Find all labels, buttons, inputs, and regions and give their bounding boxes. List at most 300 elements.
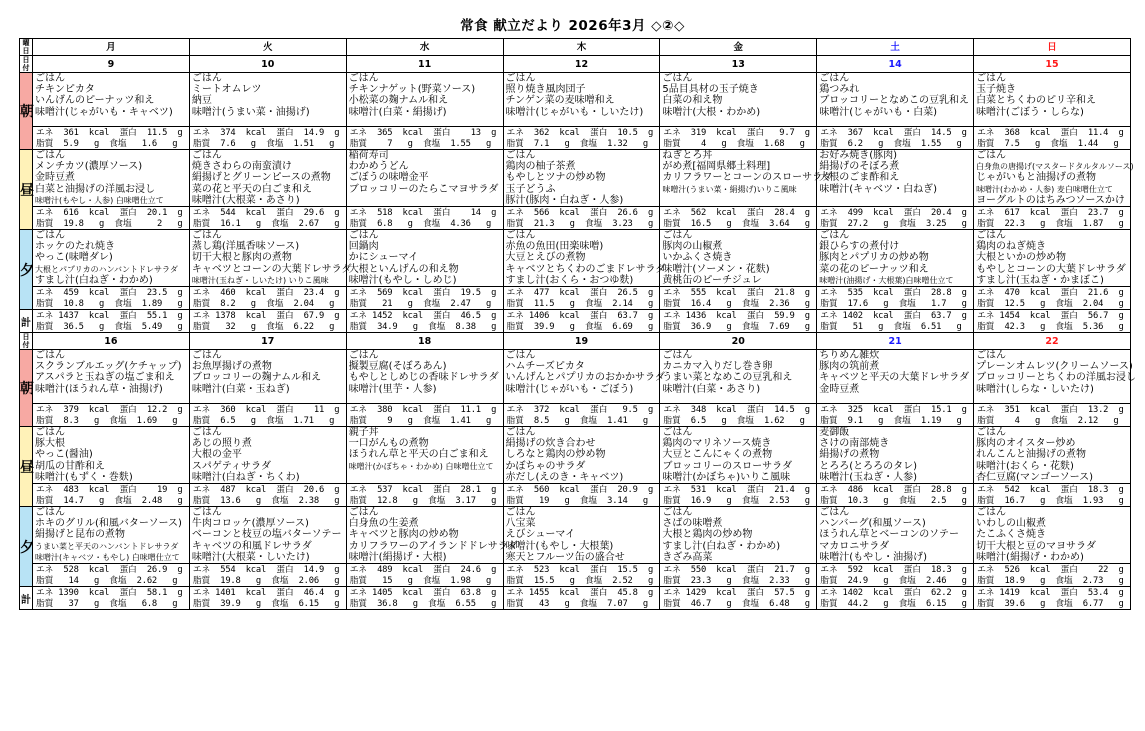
nutrition-fat-salt: 脂質 4 g 食塩 2.12 g <box>977 415 1119 426</box>
menu-cell <box>817 150 974 207</box>
menu-cell <box>817 507 974 564</box>
total-energy-protein: エネ 1405 kcal 蛋白 63.8 g <box>349 588 497 599</box>
menu-cell <box>33 230 190 287</box>
menu-item: 味噌汁(もやし・油揚げ) <box>819 551 928 563</box>
total-cell <box>974 587 1131 610</box>
menu-item: 稲荷寿司 <box>348 150 389 161</box>
menu-item: ごはん <box>348 507 379 519</box>
total-energy-protein: エネ 1378 kcal 蛋白 67.9 g <box>192 311 340 322</box>
menu-item: 鶏肉のマリネソース焼き <box>662 438 772 450</box>
menu-item: 味噌汁(大根・わかめ) <box>662 106 761 118</box>
menu-item: マカロニサラダ <box>819 540 890 552</box>
menu-item: ごはん <box>505 350 536 362</box>
total-fat-salt: 脂質 42.3 g 食塩 5.36 g <box>977 321 1124 332</box>
meal-label: 夕 <box>20 507 33 587</box>
date-cell: 13 <box>660 56 817 73</box>
menu-item: 味噌汁(かぼちゃ・わかめ) 白味噌仕立て <box>348 461 494 471</box>
menu-row <box>20 427 1131 484</box>
total-cell <box>33 587 190 610</box>
page-title: 常食 献立だより 2026年3月 ◇②◇ <box>460 18 685 34</box>
total-cell <box>189 310 346 333</box>
menu-item: 回鍋肉 <box>348 241 379 253</box>
menu-item: 味噌汁(うまい菜・油揚げ) <box>191 106 310 118</box>
nutrition-cell <box>817 127 974 150</box>
nutrition-fat-salt: 脂質 19 g 食塩 3.14 g <box>506 495 648 506</box>
total-energy-protein: エネ 1436 kcal 蛋白 59.9 g <box>663 311 810 322</box>
menu-item: 味噌汁(わかめ・人参) 麦白味噌仕立て <box>976 184 1113 194</box>
nutrition-fat-salt: 脂質 10.3 g 食塩 2.5 g <box>820 495 967 506</box>
nutrition-cell <box>817 404 974 427</box>
meal-label: 朝 <box>20 73 33 150</box>
nutrition-energy-protein: エネ 616 kcal 蛋白 20.1 g <box>36 208 183 219</box>
menu-cell <box>660 350 817 404</box>
menu-item: 寒天とフルーツ缶の盛合せ <box>505 551 625 563</box>
menu-cell <box>974 350 1136 404</box>
menu-item: メンチカツ(濃厚ソース) <box>35 161 143 173</box>
menu-item: ミートオムレツ <box>191 84 262 96</box>
total-cell <box>974 310 1131 333</box>
menu-item: ホッケのたれ焼き <box>35 241 115 253</box>
menu-item: 大豆とこんにゃくの煮物 <box>662 449 773 461</box>
menu-cell <box>503 150 660 207</box>
menu-item: 大根のごま酢和え <box>819 172 900 184</box>
nutrition-fat-salt: 脂質 4 g 食塩 1.68 g <box>663 138 805 149</box>
menu-cell <box>33 350 190 404</box>
menu-cell <box>503 427 660 484</box>
nutrition-cell <box>189 207 346 230</box>
total-fat-salt: 脂質 46.7 g 食塩 6.48 g <box>663 598 810 609</box>
total-energy-protein: エネ 1402 kcal 蛋白 63.7 g <box>820 311 967 322</box>
nutrition-fat-salt: 脂質 23.3 g 食塩 2.33 g <box>663 575 810 586</box>
menu-item: 味噌汁(白菜・玉ねぎ) <box>191 383 290 395</box>
menu-item: 味噌汁(もやし・しめじ) <box>348 274 457 286</box>
menu-item: 白身魚の唐揚げ(マスタードタルタルソース) <box>976 162 1134 172</box>
menu-item: ごはん <box>191 350 222 362</box>
menu-item: 照り焼き風肉団子 <box>505 84 586 96</box>
menu-cell <box>817 73 974 127</box>
nutrition-cell <box>503 127 660 150</box>
nutrition-energy-protein: エネ 555 kcal 蛋白 21.8 g <box>663 288 810 299</box>
menu-cell <box>974 507 1131 564</box>
nutrition-fat-salt: 脂質 6.5 g 食塩 1.71 g <box>192 415 335 426</box>
total-row <box>20 587 1131 610</box>
weekday-label: 曜日 <box>20 39 33 56</box>
weekday-header: 金 <box>660 39 817 56</box>
nutrition-energy-protein: エネ 569 kcal 蛋白 19.5 g <box>349 288 497 299</box>
nutrition-cell <box>503 564 660 587</box>
nutrition-energy-protein: エネ 374 kcal 蛋白 14.9 g <box>192 128 340 138</box>
menu-item: 白菜と油揚げの洋風お浸し <box>35 183 155 195</box>
nutrition-cell <box>974 484 1131 507</box>
menu-item: カリフラワーとコーンのスローサラダ <box>662 172 833 184</box>
nutrition-cell <box>974 287 1131 310</box>
menu-item: ほうれん草と平天の白ごま和え <box>348 449 489 461</box>
menu-cell <box>33 507 190 564</box>
menu-cell <box>817 230 974 287</box>
menu-item: ごはん <box>191 73 222 84</box>
menu-item: 味噌汁(キャベツ・白ねぎ) <box>819 183 938 195</box>
nutrition-cell <box>974 207 1131 230</box>
menu-cell <box>189 150 346 207</box>
nutrition-cell <box>189 127 346 150</box>
total-fat-salt: 脂質 34.9 g 食塩 8.38 g <box>349 321 497 332</box>
date-row <box>20 56 1131 73</box>
nutrition-energy-protein: エネ 526 kcal 蛋白 22 g <box>977 565 1124 576</box>
menu-item: すまし汁(玉ねぎ・かまぼこ) <box>976 274 1104 286</box>
menu-item: えびシューマイ <box>505 529 576 541</box>
menu-item: さばの味噌煮 <box>662 518 723 530</box>
menu-item: ごはん <box>662 230 693 242</box>
nutrition-fat-salt: 脂質 7 g 食塩 1.55 g <box>349 138 492 149</box>
menu-item: ごはん <box>35 427 65 439</box>
menu-item: 豚汁(豚肉・白ねぎ・人参) <box>505 194 624 206</box>
menu-item: 銀ひらすの煮付け <box>819 241 900 253</box>
menu-cell <box>817 350 974 404</box>
date-cell: 9 <box>33 56 190 73</box>
menu-item: 赤魚の魚田(田楽味噌) <box>505 241 604 253</box>
menu-item: 味噌汁(絹揚げ・わかめ) <box>976 551 1084 563</box>
nutrition-energy-protein: エネ 477 kcal 蛋白 26.5 g <box>506 288 654 299</box>
date-label: 日付 <box>20 56 33 73</box>
menu-item: 味噌汁(絹揚げ・大根) <box>348 551 447 563</box>
menu-item: 小松菜の麹ナムル和え <box>348 95 449 107</box>
menu-item: 味噌汁(玉ねぎ・人参) <box>819 471 918 483</box>
menu-item: ごはん <box>819 73 850 84</box>
nutrition-energy-protein: エネ 542 kcal 蛋白 18.3 g <box>977 485 1124 496</box>
nutrition-fat-salt: 脂質 16.9 g 食塩 2.53 g <box>663 495 810 506</box>
nutrition-cell <box>33 564 190 587</box>
nutrition-fat-salt: 脂質 14.7 g 食塩 2.48 g <box>36 495 183 506</box>
date-cell: 12 <box>503 56 660 73</box>
menu-item: 味噌汁(もずく・巻麩) <box>35 471 133 483</box>
menu-item: もやしとしめじの香味ドレサラダ <box>348 372 499 384</box>
menu-item: ごはん <box>505 150 536 161</box>
menu-row <box>20 350 1131 404</box>
nutrition-fat-salt: 脂質 22.3 g 食塩 1.87 g <box>977 218 1124 229</box>
menu-item: 牛肉コロッケ(濃厚ソース) <box>191 518 309 530</box>
menu-item: かにシューマイ <box>348 252 419 264</box>
nutrition-cell <box>817 207 974 230</box>
menu-item: 味噌汁(もやし・大根葉) <box>505 540 614 552</box>
nutrition-fat-salt: 脂質 14 g 食塩 2.62 g <box>36 575 178 586</box>
total-energy-protein: エネ 1390 kcal 蛋白 58.1 g <box>36 588 183 599</box>
total-cell <box>346 587 503 610</box>
date-cell: 16 <box>33 333 190 350</box>
menu-item: 大豆とえびの煮物 <box>505 252 586 264</box>
menu-item: 菜の花と平天の白ごま和え <box>191 183 312 195</box>
nutrition-cell <box>33 484 190 507</box>
nutrition-fat-salt: 脂質 15.5 g 食塩 2.52 g <box>506 575 654 586</box>
menu-item: ごはん <box>976 150 1007 161</box>
nutrition-fat-salt: 脂質 15 g 食塩 1.98 g <box>349 575 492 586</box>
menu-item: 絹揚げのそぼろ煮 <box>819 161 900 173</box>
total-cell <box>817 587 974 610</box>
menu-cell <box>660 507 817 564</box>
menu-cell <box>503 507 660 564</box>
nutrition-row <box>20 207 1131 230</box>
total-fat-salt: 脂質 37 g 食塩 6.8 g <box>36 598 178 609</box>
total-fat-salt: 脂質 39.6 g 食塩 6.77 g <box>977 598 1124 609</box>
nutrition-fat-salt: 脂質 17.6 g 食塩 1.7 g <box>820 298 967 309</box>
date-cell: 21 <box>817 333 974 350</box>
menu-item: わかめうどん <box>348 161 409 173</box>
total-cell <box>33 310 190 333</box>
nutrition-fat-salt: 脂質 13.6 g 食塩 2.38 g <box>192 495 340 506</box>
menu-item: 味噌汁(じゃがいも・キャベツ) <box>35 106 173 118</box>
menu-item: 杏仁豆腐(マンゴーソース) <box>976 471 1093 483</box>
menu-cell <box>974 150 1134 207</box>
menu-cell <box>33 427 190 484</box>
total-fat-salt: 脂質 36.5 g 食塩 5.49 g <box>36 321 183 332</box>
menu-item: 麦御飯 <box>819 427 850 439</box>
menu-item: キャベツとコーンの大葉ドレサラダ <box>191 263 352 275</box>
menu-item: ごはん <box>662 350 693 362</box>
nutrition-energy-protein: エネ 537 kcal 蛋白 28.1 g <box>349 485 497 496</box>
date-label: 日付 <box>20 333 33 350</box>
menu-item: ブロッコリーとなめこの豆乳和え <box>819 95 970 107</box>
meal-label: 朝 <box>20 350 33 427</box>
menu-item: キャベツの和風ドレサラダ <box>191 540 312 552</box>
menu-item: チンゲン菜の麦味噌和え <box>505 95 615 107</box>
menu-item: 絹揚げとグリーンピースの煮物 <box>191 172 331 184</box>
menu-cell <box>346 230 503 287</box>
menu-item: 味噌汁(大根菜・しいたけ) <box>191 551 310 563</box>
nutrition-energy-protein: エネ 531 kcal 蛋白 21.4 g <box>663 485 810 496</box>
nutrition-energy-protein: エネ 528 kcal 蛋白 26.9 g <box>36 565 183 576</box>
menu-item: 鶏つみれ <box>819 84 860 96</box>
menu-item: やっこ(味噌ダレ) <box>35 252 113 264</box>
nutrition-fat-salt: 脂質 11.5 g 食塩 2.14 g <box>506 298 654 309</box>
menu-item: 金時豆煮 <box>819 383 860 395</box>
menu-item: 味噌汁(白ねぎ・ちくわ) <box>191 471 300 483</box>
menu-item: 黄桃缶のピーチジュレ <box>662 274 762 286</box>
nutrition-cell <box>974 127 1131 150</box>
menu-item: ハンバーグ(和風ソース) <box>819 518 926 530</box>
menu-item: ごはん <box>976 73 1007 84</box>
nutrition-energy-protein: エネ 523 kcal 蛋白 15.5 g <box>506 565 654 576</box>
menu-item: キャベツとちくわのごまドレサラダ <box>505 263 666 275</box>
menu-cell <box>346 427 503 484</box>
menu-item: すまし汁(おくら・おつゆ麩) <box>505 274 634 286</box>
menu-item: 八宝菜 <box>505 518 536 530</box>
total-energy-protein: エネ 1429 kcal 蛋白 57.5 g <box>663 588 810 599</box>
date-cell: 10 <box>189 56 346 73</box>
menu-item: いかふくさ焼き <box>662 252 733 264</box>
nutrition-cell <box>974 564 1131 587</box>
menu-row <box>20 73 1131 127</box>
nutrition-energy-protein: エネ 460 kcal 蛋白 23.4 g <box>192 288 340 299</box>
menu-cell <box>503 350 665 404</box>
menu-item: やっこ(醤油) <box>35 449 93 461</box>
menu-item: 切干大根と豚肉の煮物 <box>191 252 292 264</box>
total-cell <box>346 310 503 333</box>
menu-row <box>20 230 1131 287</box>
menu-item: ごはん <box>191 150 222 161</box>
menu-item: 味噌汁(白菜・絹揚げ) <box>348 106 447 118</box>
menu-cell <box>189 230 352 287</box>
menu-item: ごはん <box>662 507 693 519</box>
menu-row <box>20 150 1131 207</box>
menu-item: ごはん <box>662 427 693 439</box>
nutrition-fat-salt: 脂質 8.3 g 食塩 1.69 g <box>36 415 178 426</box>
nutrition-cell <box>346 564 503 587</box>
menu-item: 味噌汁(じゃがいも・白菜) <box>819 106 938 118</box>
nutrition-cell <box>660 404 817 427</box>
menu-cell <box>660 73 817 127</box>
total-cell <box>817 310 974 333</box>
nutrition-energy-protein: エネ 483 kcal 蛋白 19 g <box>36 485 183 496</box>
menu-cell <box>189 350 346 404</box>
nutrition-energy-protein: エネ 368 kcal 蛋白 11.4 g <box>977 128 1124 138</box>
menu-item: ごはん <box>348 73 379 84</box>
menu-item: うまい菜と平天のハンバントドレサラダ <box>35 541 179 551</box>
menu-item: アスパラと玉ねぎの塩ごま和え <box>35 372 175 384</box>
total-cell <box>660 310 817 333</box>
menu-item: スクランブルエッグ(ケチャップ) <box>35 361 182 373</box>
menu-item: プレーンオムレツ(クリームソース) <box>976 361 1133 373</box>
menu-item: お魚厚揚げの煮物 <box>191 361 272 373</box>
menu-item: チキンナゲット(野菜ソース) <box>348 84 476 96</box>
nutrition-cell <box>660 127 817 150</box>
menu-calendar-table <box>19 38 1136 610</box>
nutrition-fat-salt: 脂質 9.1 g 食塩 1.19 g <box>820 415 962 426</box>
nutrition-cell <box>503 404 660 427</box>
total-cell <box>503 310 660 333</box>
date-cell: 20 <box>660 333 817 350</box>
menu-item: ブロッコリーのスローサラダ <box>662 460 793 472</box>
nutrition-energy-protein: エネ 487 kcal 蛋白 20.6 g <box>192 485 340 496</box>
menu-item: あじの照り煮 <box>191 438 252 450</box>
menu-cell <box>33 150 190 207</box>
nutrition-cell <box>817 484 974 507</box>
menu-item: ハムチーズピカタ <box>505 361 585 373</box>
nutrition-cell <box>660 287 817 310</box>
weekday-header: 日 <box>974 39 1131 56</box>
menu-item: うまい菜となめこの豆乳和え <box>662 372 793 384</box>
menu-item: 味噌汁(もやし・人参) 白味噌仕立て <box>35 195 164 205</box>
nutrition-row <box>20 404 1131 427</box>
menu-item: チキンピカタ <box>35 84 95 96</box>
menu-item: 鶏肉のねぎ焼き <box>976 241 1047 253</box>
menu-item: ごはん <box>191 427 222 439</box>
menu-item: 大根といんげんの和え物 <box>348 263 459 275</box>
menu-item: 焼きさわらの南蛮漬け <box>191 161 292 173</box>
total-fat-salt: 脂質 51 g 食塩 6.51 g <box>820 321 962 332</box>
menu-row <box>20 507 1131 564</box>
menu-cell <box>346 73 503 127</box>
menu-item: ごはん <box>819 507 850 519</box>
menu-item: 金時豆煮 <box>35 172 75 184</box>
nutrition-fat-salt: 脂質 21 g 食塩 2.47 g <box>349 298 492 309</box>
nutrition-fat-salt: 脂質 21.3 g 食塩 3.23 g <box>506 218 654 229</box>
nutrition-cell <box>346 127 503 150</box>
total-cell <box>503 587 660 610</box>
nutrition-fat-salt: 脂質 16.7 g 食塩 1.93 g <box>977 495 1124 506</box>
nutrition-cell <box>33 207 190 230</box>
menu-item: ねぎとろ丼 <box>662 150 713 161</box>
menu-item: ブロッコリーとちくわの洋風お浸し <box>976 372 1136 384</box>
menu-cell <box>33 73 190 127</box>
menu-item: ごぼうの味噌金平 <box>348 172 429 184</box>
nutrition-energy-protein: エネ 592 kcal 蛋白 18.3 g <box>820 565 967 576</box>
nutrition-fat-salt: 脂質 10.8 g 食塩 1.89 g <box>36 298 183 309</box>
menu-item: じゃがいもと油揚げの煮物 <box>976 172 1097 184</box>
menu-item: 味噌汁(じゃがいも・しいたけ) <box>505 106 644 118</box>
menu-item: ごはん <box>976 350 1007 362</box>
total-energy-protein: エネ 1437 kcal 蛋白 55.1 g <box>36 311 183 322</box>
menu-item: ヨーグルトのはちみつソースかけ <box>976 194 1125 206</box>
nutrition-cell <box>33 287 190 310</box>
nutrition-energy-protein: エネ 360 kcal 蛋白 11 g <box>192 405 340 416</box>
menu-item: いわしの山椒煮 <box>976 518 1047 530</box>
menu-item: キャベツと平天の大葉ドレサラダ <box>819 372 970 384</box>
nutrition-cell <box>189 404 346 427</box>
menu-item: 玉子焼き <box>976 84 1017 96</box>
nutrition-energy-protein: エネ 372 kcal 蛋白 9.5 g <box>506 405 654 416</box>
nutrition-cell <box>660 564 817 587</box>
menu-item: 味噌汁(ごぼう・しらな) <box>976 106 1084 118</box>
menu-item: 白身魚の生姜煮 <box>348 518 419 530</box>
nutrition-cell <box>189 287 346 310</box>
menu-item: 豚肉の筑前煮 <box>819 361 880 373</box>
nutrition-cell <box>503 484 660 507</box>
total-energy-protein: エネ 1419 kcal 蛋白 53.4 g <box>977 588 1124 599</box>
date-cell: 19 <box>503 333 660 350</box>
nutrition-energy-protein: エネ 550 kcal 蛋白 21.7 g <box>663 565 810 576</box>
menu-item: 赤だし(えのき・キャベツ) <box>505 471 624 483</box>
menu-cell <box>189 507 346 564</box>
menu-item: 味噌汁(大根菜・あさり) <box>191 194 300 206</box>
weekday-header: 月 <box>33 39 190 56</box>
menu-item: 鶏肉の柚子茶煮 <box>505 161 576 173</box>
nutrition-fat-salt: 脂質 19.8 g 食塩 2.06 g <box>192 575 340 586</box>
nutrition-fat-salt: 脂質 8.5 g 食塩 1.41 g <box>506 415 648 426</box>
nutrition-energy-protein: エネ 319 kcal 蛋白 9.7 g <box>663 128 810 138</box>
menu-item: ごはん <box>976 507 1007 519</box>
nutrition-energy-protein: エネ 560 kcal 蛋白 20.9 g <box>506 485 654 496</box>
menu-item: ごはん <box>191 507 222 519</box>
nutrition-energy-protein: エネ 617 kcal 蛋白 23.7 g <box>977 208 1124 219</box>
weekday-header: 水 <box>346 39 503 56</box>
nutrition-row <box>20 564 1131 587</box>
menu-item: ごはん <box>35 230 65 242</box>
nutrition-energy-protein: エネ 499 kcal 蛋白 20.4 g <box>820 208 967 219</box>
menu-item: ブロッコリーの麹ナムル和え <box>191 372 322 384</box>
total-energy-protein: エネ 1455 kcal 蛋白 45.8 g <box>506 588 654 599</box>
menu-item: 白菜とちくわのピリ辛和え <box>976 95 1097 107</box>
meal-label: 昼 <box>20 150 33 230</box>
menu-item: ごはん <box>35 150 65 161</box>
date-cell: 11 <box>346 56 503 73</box>
menu-item: 味噌汁(油揚げ・大根葉)白味噌仕立て <box>819 275 954 285</box>
nutrition-energy-protein: エネ 518 kcal 蛋白 14 g <box>349 208 497 219</box>
menu-cell <box>974 427 1131 484</box>
nutrition-fat-salt: 脂質 12.8 g 食塩 3.17 g <box>349 495 497 506</box>
menu-item: 味噌汁(しらな・しいたけ) <box>976 383 1094 395</box>
menu-item: もやしとツナの炒め物 <box>505 172 606 184</box>
menu-item: すまし汁(白ねぎ・わかめ) <box>35 274 153 286</box>
menu-item: 納豆 <box>191 95 212 107</box>
menu-item: ごはん <box>35 73 65 84</box>
nutrition-energy-protein: エネ 489 kcal 蛋白 24.6 g <box>349 565 497 576</box>
nutrition-energy-protein: エネ 351 kcal 蛋白 13.2 g <box>977 405 1124 416</box>
menu-item: かぼちゃのサラダ <box>505 460 586 472</box>
menu-item: 味噌汁(里芋・人参) <box>348 383 437 395</box>
nutrition-energy-protein: エネ 361 kcal 蛋白 11.5 g <box>36 128 183 138</box>
total-fat-salt: 脂質 36.8 g 食塩 6.55 g <box>349 598 497 609</box>
menu-item: いんげんのピーナッツ和え <box>35 95 155 107</box>
menu-cell <box>189 73 346 127</box>
